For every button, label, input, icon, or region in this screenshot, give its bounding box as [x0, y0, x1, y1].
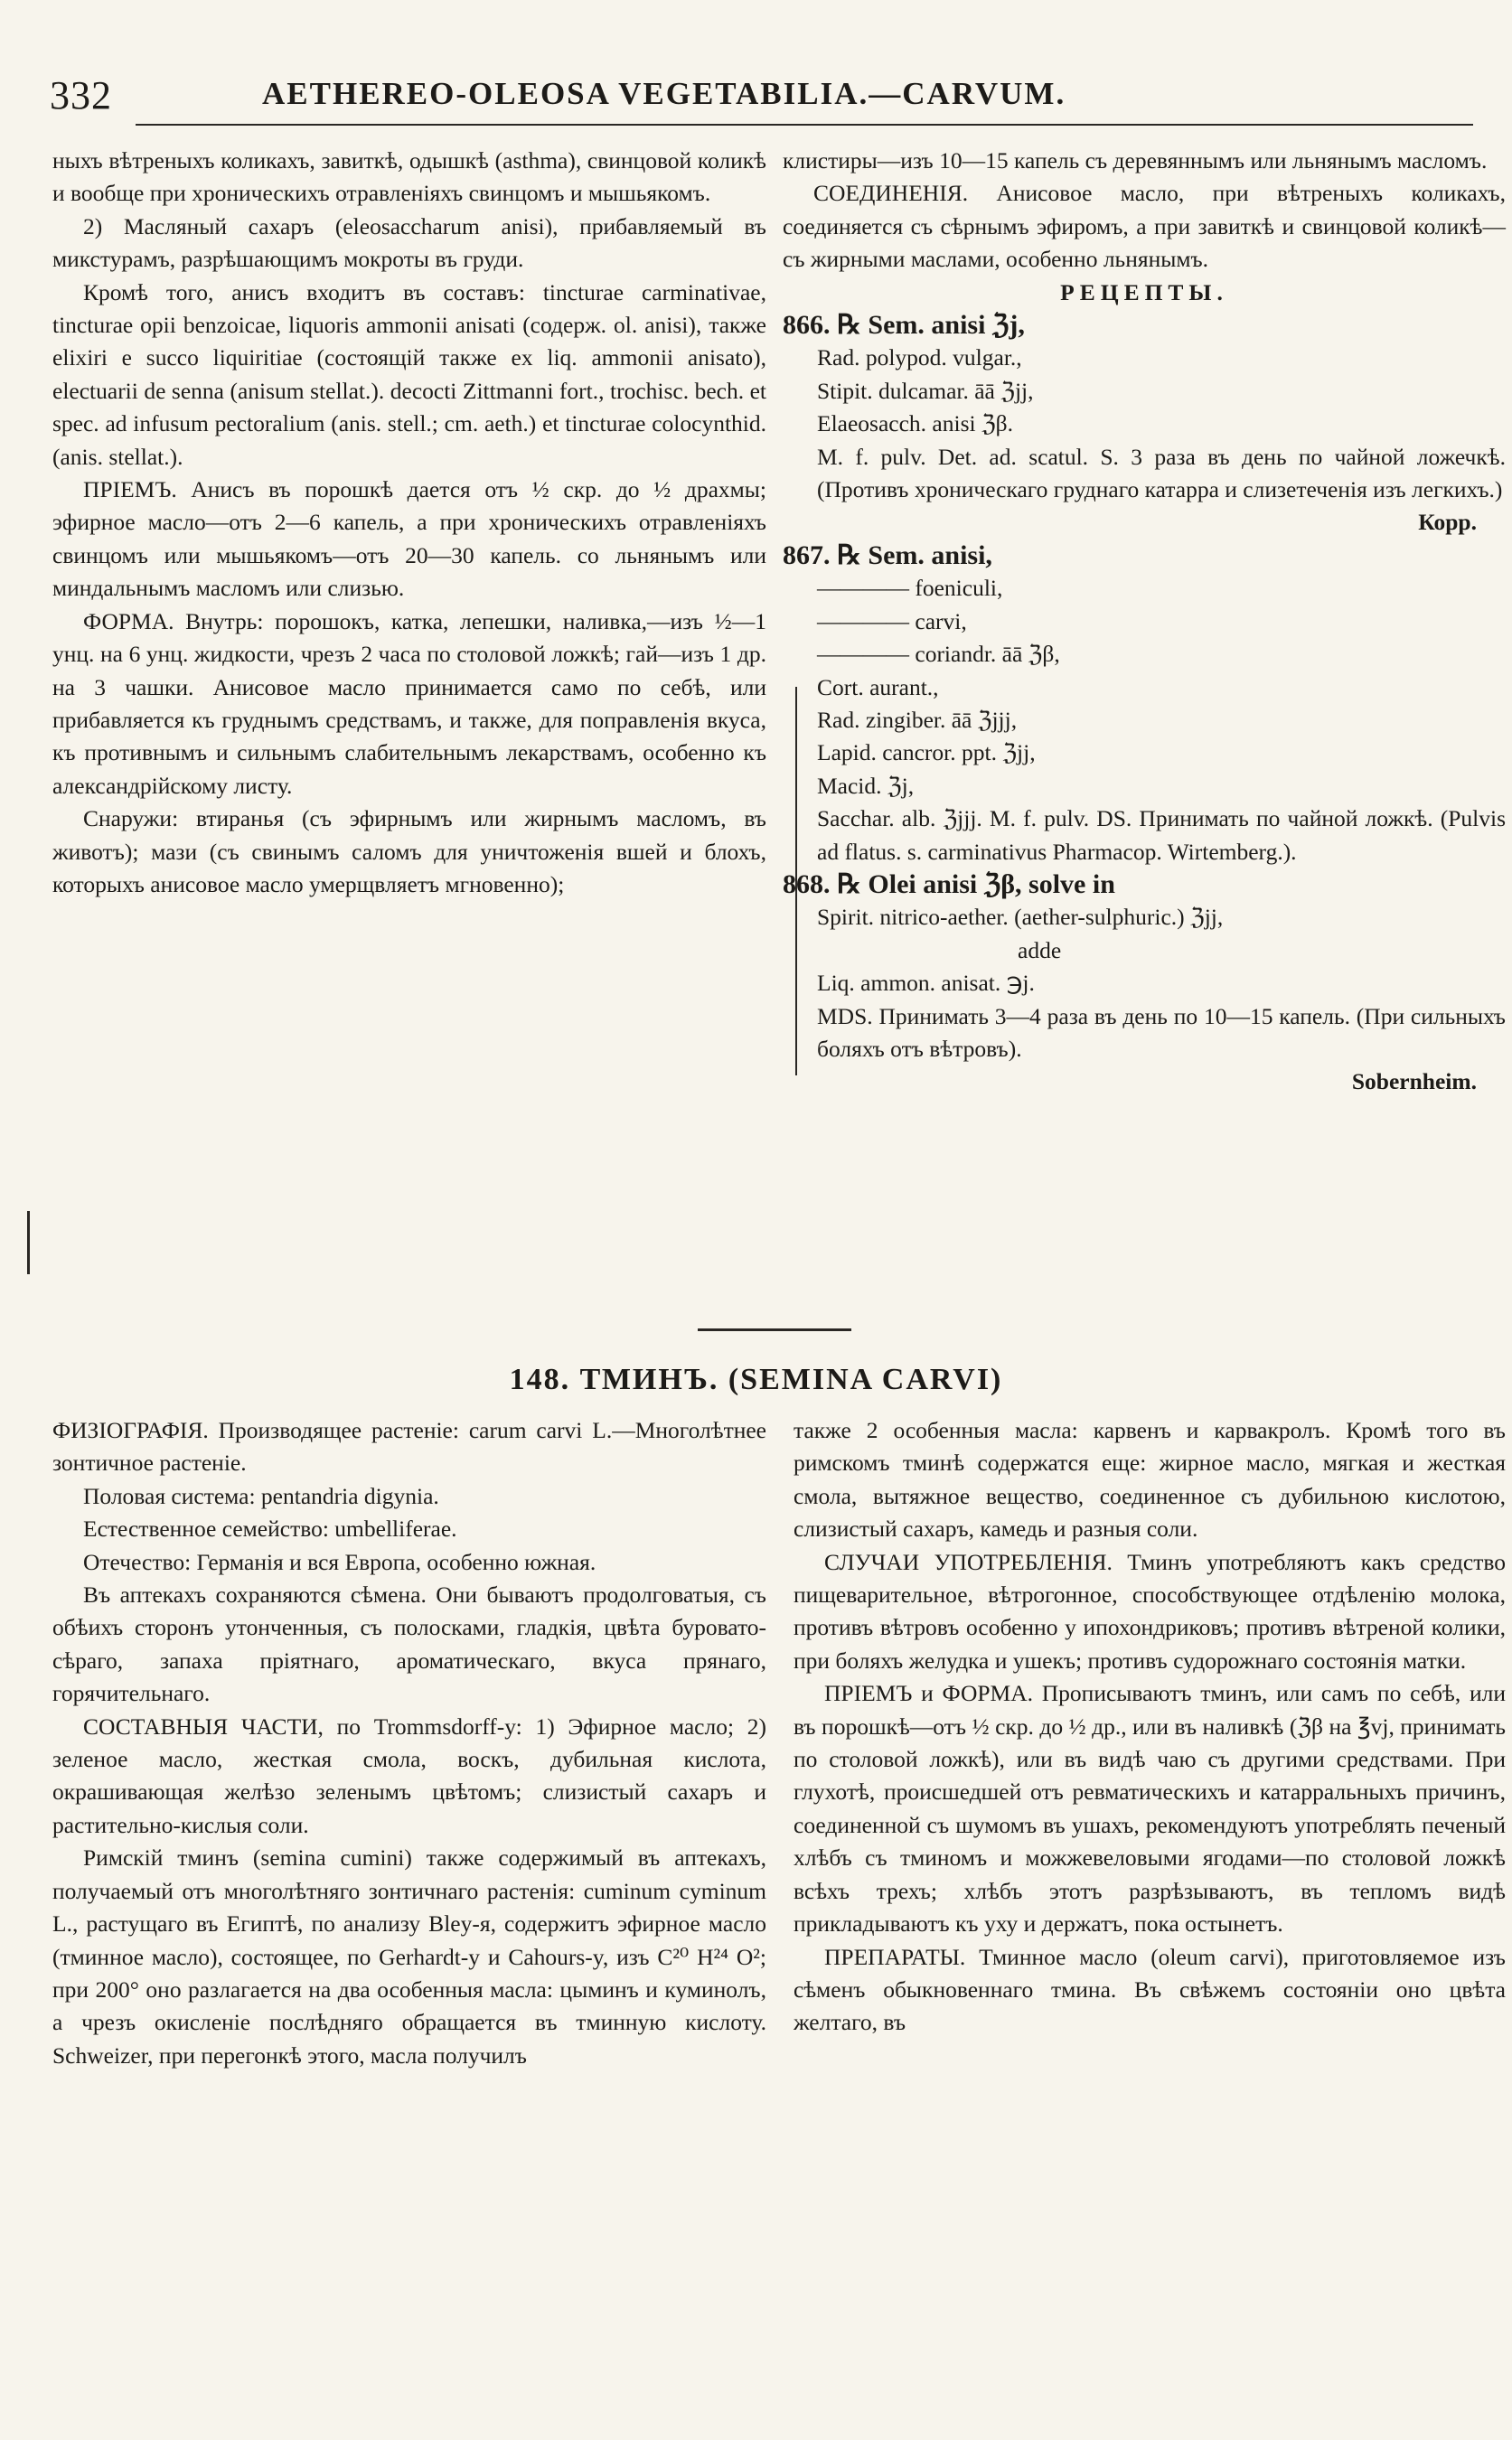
paragraph: ныхъ вѣтреныхъ коликахъ, завиткѣ, одышкѣ (asthma), свинцовой коликѣ и вообще при хроническихъ отравленіяхъ свинцомъ и мышьякомъ.	[52, 147, 766, 207]
recipe-line: 868. ℞ Olei anisi ℨβ, solve in	[783, 868, 1115, 899]
paragraph-preparations: ПРЕПАРАТЫ. Тминное масло (oleum carvi), приготовляемое изъ сѣменъ обыкновеннаго тмина. Въ свѣжемъ состояніи оно цвѣта желтаго, въ	[794, 1943, 1506, 2036]
recipe-868	[783, 868, 1506, 1099]
paragraph: Въ аптекахъ сохраняются сѣмена. Они бываютъ продолговатыя, съ обѣихъ сторонъ утонченныя, съ полосками, гладкія, цвѣта буровато-сѣраго, запаха пріятнаго, ароматическаго, вкуса прянаго, горячительнаго.	[52, 1581, 766, 1707]
recipe-line: ———— foeniculi,	[817, 575, 1003, 602]
paragraph-dosage: ПРІЕМЪ. Анисъ въ порошкѣ дается отъ ½ скр. до ½ драхмы; эфирное масло—отъ 2—6 капель, а при хроническихъ отравленіяхъ свинцомъ или мышьякомъ—отъ 20—30 капель. со льнянымъ или миндальнымъ масломъ или слизью.	[52, 476, 766, 602]
paragraph: Отечество: Германія и вся Европа, особенно южная.	[83, 1548, 596, 1575]
recipe-line: Lapid. cancror. ppt. ℨjj,	[817, 739, 1036, 766]
recipe-line: Rad. zingiber. āā ℨjjj,	[817, 706, 1018, 733]
paragraph-combinations: СОЕДИНЕНІЯ. Анисовое масло, при вѣтреныхъ коликахъ, соединяется съ сѣрнымъ эфиромъ, а при завиткѣ и свинцовой коликѣ—съ жирными маслами, особенно льнянымъ.	[783, 180, 1506, 273]
right-column-bottom	[794, 1414, 1506, 2040]
header-rule	[136, 124, 1473, 126]
recipe-author: Sobernheim.	[1351, 1068, 1477, 1095]
recipe-line: MDS. Принимать 3—4 раза въ день по 10—15 капель. (При сильныхъ боляхъ отъ вѣтровъ).	[817, 1002, 1506, 1062]
paragraph-physiography: ФИЗІОГРАФІЯ. Производящее растеніе: carum carvi L.—Многолѣтнее зонтичное растеніе.	[52, 1417, 766, 1477]
recipe-line: ———— coriandr. āā ℨβ,	[817, 641, 1060, 668]
recipe-867	[783, 540, 1506, 868]
paragraph-dosage: ПРІЕМЪ и ФОРМА. Прописываютъ тминъ, или самъ по себѣ, или въ порошкѣ—отъ ½ скр. до ½ др., или въ наливкѣ (ℨβ на ℥vj, принимать по столовой ложкѣ), или въ видѣ чаю съ другими средствами. При глухотѣ, происшедшей отъ ревматическихъ и катарральныхъ причинъ, соединенной съ шумомъ въ ушахъ, рекомендуютъ употреблять печеный хлѣбъ съ тминомъ и можжевеловыми ягодами—по столовой ложкѣ всѣхъ трехъ; хлѣбъ этотъ разрѣзываютъ, въ тепломъ видѣ прикладываютъ къ уху и держатъ, пока остынетъ.	[794, 1680, 1506, 1938]
recipe-line: ———— carvi,	[817, 607, 967, 634]
recipe-line: Cort. aurant.,	[817, 673, 939, 700]
paragraph-usage: СЛУЧАИ УПОТРЕБЛЕНІЯ. Тминъ употребляютъ какъ средство пищеварительное, вѣтрогонное, способствующее отдѣленію молока, противъ вѣтровъ особенно у ипохондриковъ; противъ вѣтреной колики, при боляхъ желудка и ушекъ; противъ судорожнаго состоянія матки.	[794, 1548, 1506, 1674]
recipe-bracket	[795, 687, 806, 1075]
paragraph: Половая система: pentandria digynia.	[83, 1482, 439, 1509]
paragraph: 2) Масляный сахаръ (eleosaccharum anisi), прибавляемый въ микстурамъ, разрѣшающимъ мокроты въ груди.	[52, 212, 766, 273]
recipe-line: Macid. ℨj,	[817, 772, 915, 799]
right-column-top	[783, 145, 1506, 1099]
recipe-line: M. f. pulv. Det. ad. scatul. S. 3 раза въ день по чайной ложечкѣ. (Противъ хроническаго груднаго катарра и слизетеченія изъ легкихъ.)	[817, 443, 1506, 503]
section-separator	[698, 1328, 851, 1331]
left-column-bottom	[52, 1414, 766, 2072]
recipes-heading: РЕЦЕПТЫ.	[1060, 278, 1228, 305]
recipe-line: 866. ℞ Sem. anisi ℨj,	[783, 310, 1025, 341]
recipe-line: Sacchar. alb. ℨjjj. M. f. pulv. DS. Принимать по чайной ложкѣ. (Pulvis ad flatus. s. carminativus Pharmacop. Wirtemberg.).	[817, 805, 1506, 865]
paragraph-components: СОСТАВНЫЯ ЧАСТИ, по Trommsdorff-у: 1) Эфирное масло; 2) зеленое масло, жесткая смола, воскъ, дубильная кислота, окрашивающая желѣзо зеленымъ цвѣтомъ; слизистый сахаръ и растительно-кислыя соли.	[52, 1713, 766, 1838]
running-head: AETHEREO-OLEOSA VEGETABILIA.—CARVUM.	[262, 76, 1066, 111]
recipe-line: 867. ℞ Sem. anisi,	[783, 540, 992, 570]
recipe-author: Корр.	[1418, 509, 1477, 536]
paragraph-external: Снаружи: втиранья (съ эфирнымъ или жирнымъ масломъ, въ животъ); мази (съ свинымъ саломъ для уничтоженія вшей и блохъ, которыхъ анисовое масло умерщвляетъ мгновенно);	[52, 805, 766, 897]
paragraph: клистиры—изъ 10—15 капель съ деревяннымъ или льнянымъ масломъ.	[783, 147, 1488, 174]
recipe-line: Elaeosacch. anisi ℨβ.	[817, 410, 1014, 437]
paragraph: Естественное семейство: umbelliferae.	[83, 1516, 457, 1543]
recipe-line: adde	[1018, 936, 1062, 963]
paragraph: также 2 особенныя масла: карвенъ и карвакролъ. Кромѣ того въ римскомъ тминѣ содержатся еще: жирное масло, мягкая и жесткая смола, вытяжное вещество, соединенное съ дубильною кислотою, слизистый сахаръ, камедь и разныя соли.	[794, 1417, 1506, 1543]
recipe-line: Liq. ammon. anisat. ℈j.	[817, 970, 1035, 997]
page-number: 332	[50, 73, 112, 117]
recipe-line: Stipit. dulcamar. āā ℨjj,	[817, 377, 1034, 404]
paragraph: Кромѣ того, анисъ входитъ въ составъ: tincturae carminativae, tincturae opii benzoicae, liquoris ammonii anisati (содерж. ol. anisi), также elixiri e succo liquiritiae (состоящій также ex liq. ammonii anisato), electuarii de senna (anisum stellat.). decocti Zittmanni fort., trochisc. bech. et spec. ad infusum pectoralium (anis. stell.; cm. aeth.) et tincturae colocynthid. (anis. stellat.).	[52, 278, 766, 470]
margin-mark	[27, 1211, 30, 1274]
paragraph-form: ФОРМА. Внутрь: порошокъ, катка, лепешки, наливка,—изъ ½—1 унц. на 6 унц. жидкости, чрезъ 2 часа по столовой ложкѣ; гай—изъ 1 др. на 3 чашки. Анисовое масло принимается само по себѣ, или прибавляется къ груднымъ средствамъ, и также, для поправленія вкуса, къ противнымъ и сильнымъ слабительнымъ лекарствамъ, особенно къ александрійскому листу.	[52, 607, 766, 799]
recipe-line: Spirit. nitrico-aether. (aether-sulphuric.) ℨjj,	[817, 904, 1224, 931]
paragraph: Римскій тминъ (semina cumini) также содержимый въ аптекахъ, получаемый отъ многолѣтняго зонтичнаго растенія: cuminum cyminum L., растущаго въ Египтѣ, по анализу Bley-я, содержитъ эфирное масло (тминное масло), состоящее, по Gerhardt-y и Cahours-y, изъ C²⁰ H²⁴ O²; при 200° оно разлагается на два особенныя масла: цыминъ и куминолъ, а чрезъ окисленіе послѣдняго обращается въ тминную кислоту. Schweizer, при перегонкѣ этого, масла получилъ	[52, 1844, 766, 2069]
recipe-866	[783, 309, 1506, 540]
recipe-line: Rad. polypod. vulgar.,	[817, 344, 1022, 371]
section-title: 148. ТМИНЪ. (SEMINA CARVI)	[509, 1363, 1003, 1396]
left-column-top	[52, 145, 766, 901]
